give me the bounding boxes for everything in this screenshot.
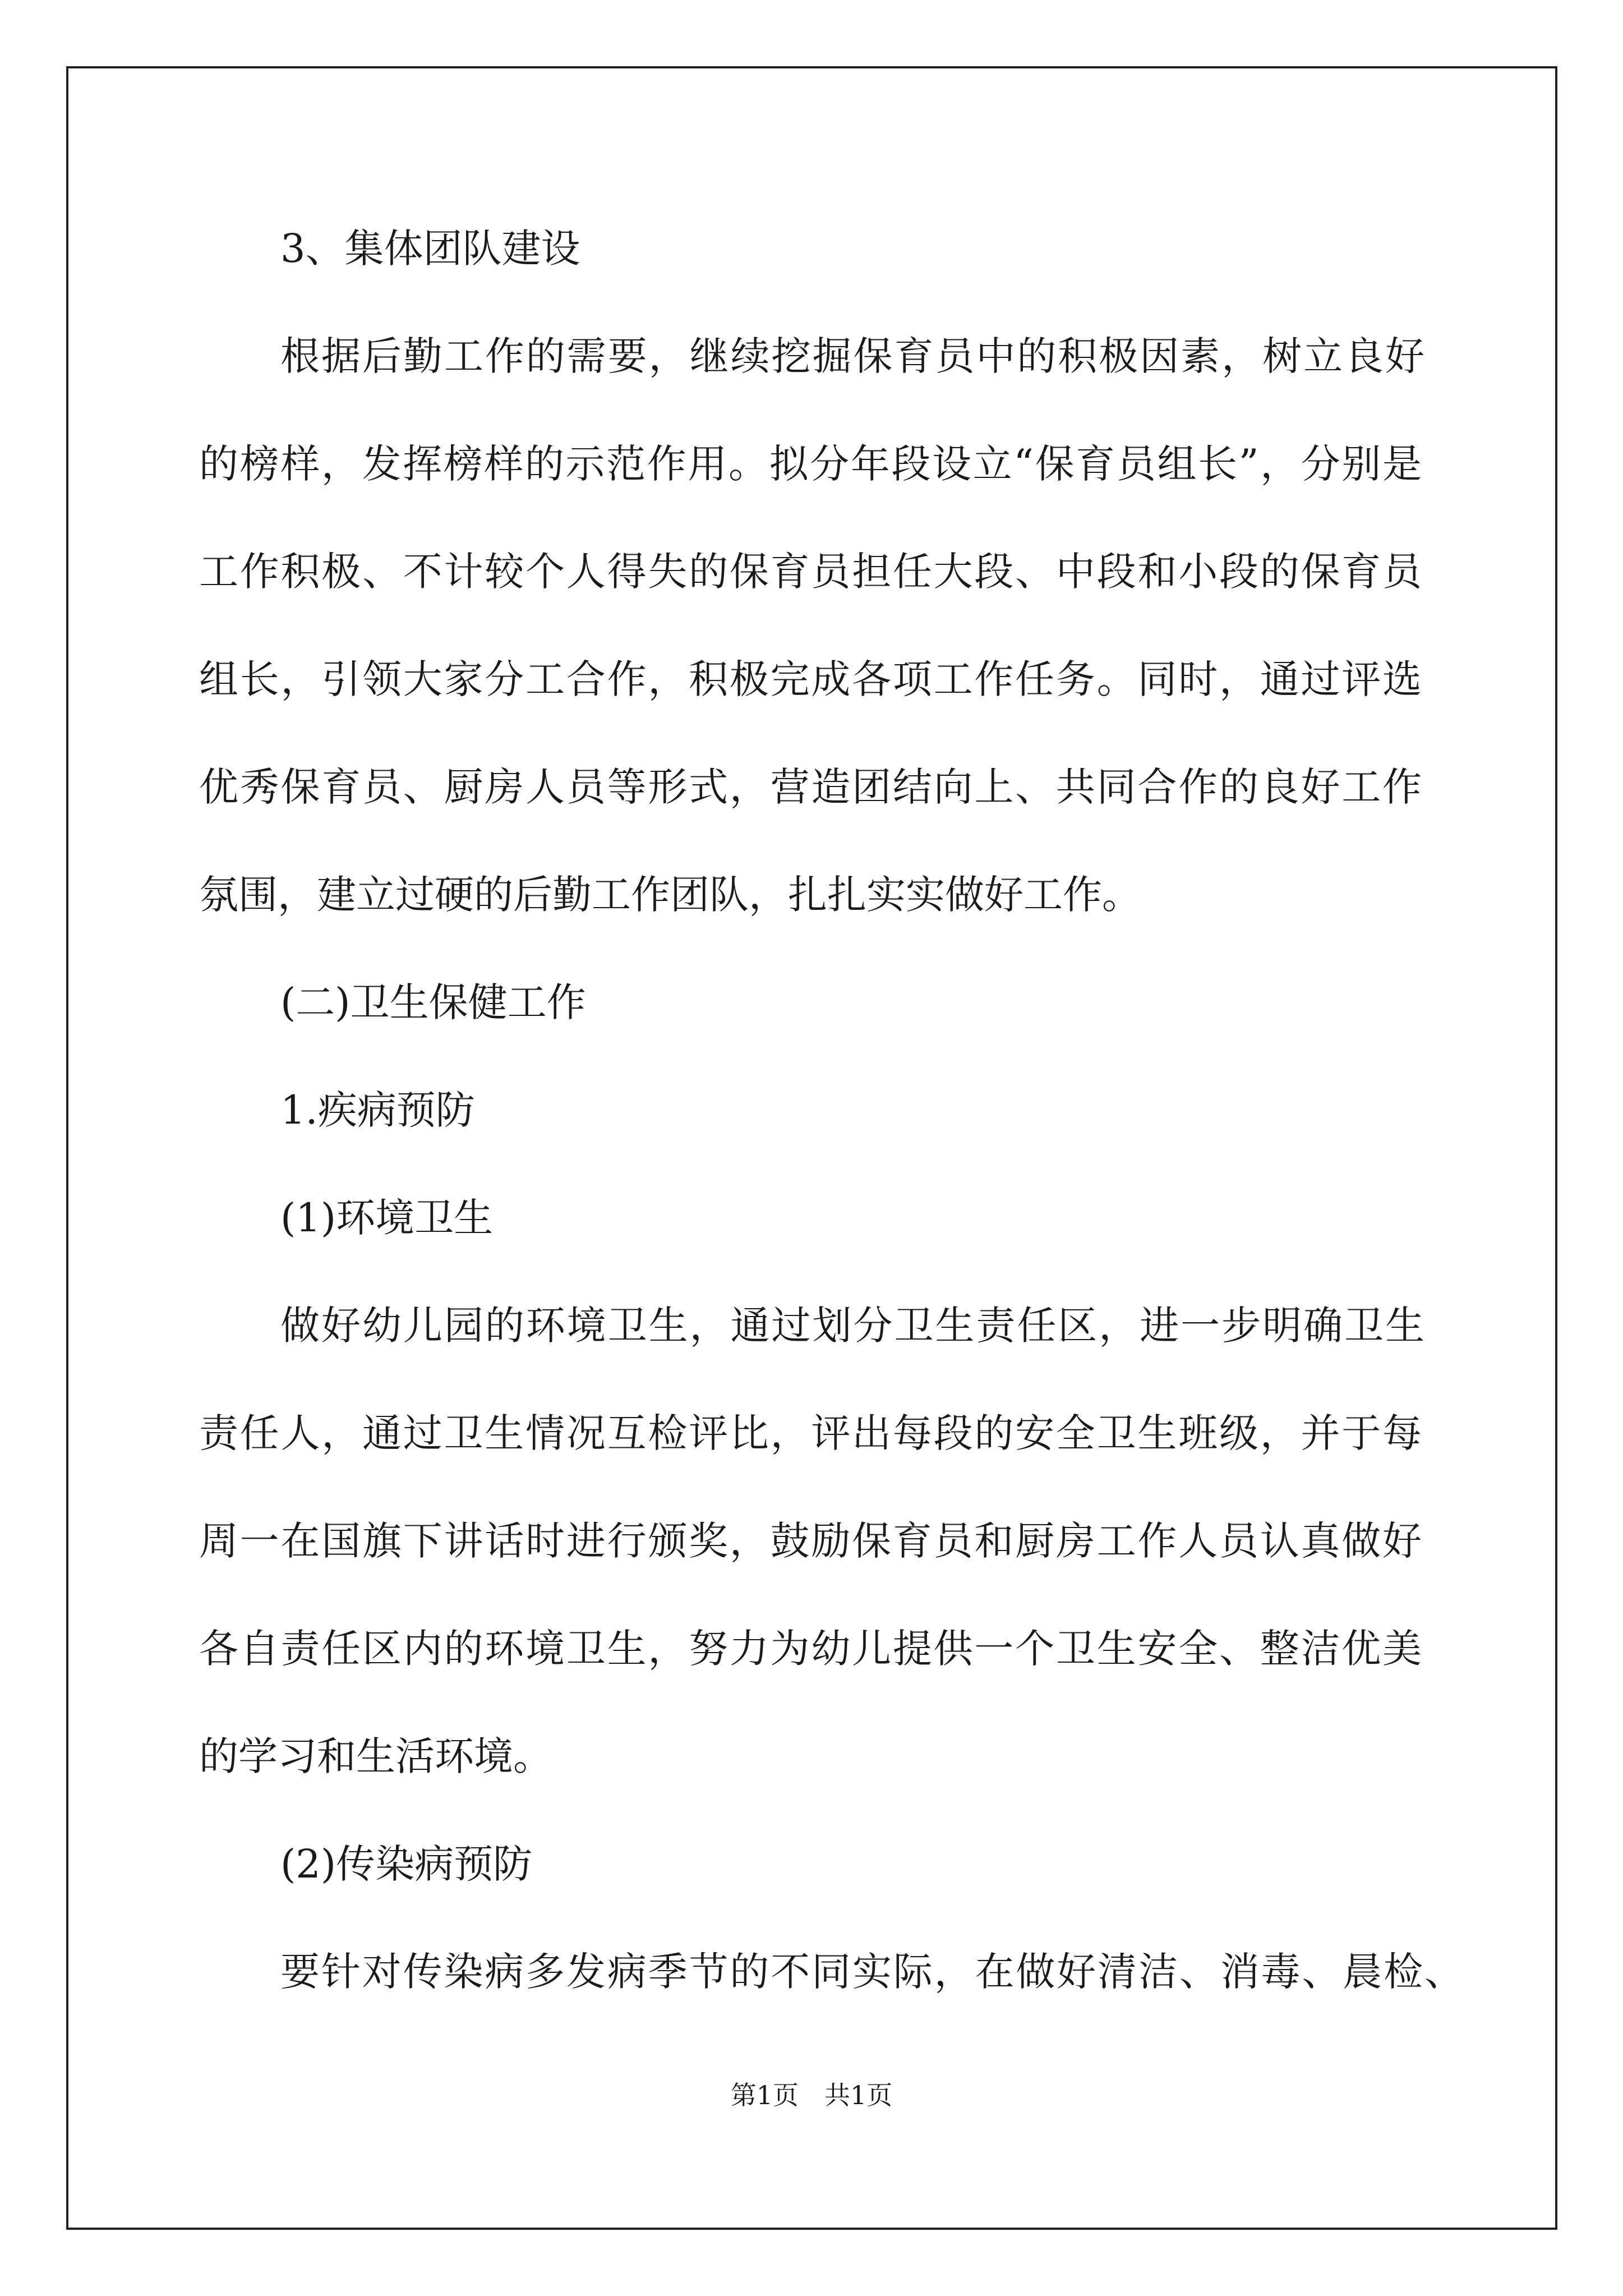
paragraph-line: 工作积极、不计较个人得失的保育员担任大段、中段和小段的保育员 bbox=[199, 549, 1422, 595]
paragraph-line: 各自责任区内的环境卫生，努力为幼儿提供一个卫生安全、整洁优美 bbox=[199, 1626, 1422, 1672]
section-heading: (2)传染病预防 bbox=[280, 1841, 533, 1887]
page-frame bbox=[66, 66, 1557, 2230]
paragraph-line: 优秀保育员、厨房人员等形式，营造团结向上、共同合作的良好工作 bbox=[199, 764, 1422, 810]
paragraph-line: 责任人，通过卫生情况互检评比，评出每段的安全卫生班级，并于每 bbox=[199, 1410, 1422, 1456]
paragraph-line: 做好幼儿园的环境卫生，通过划分卫生责任区，进一步明确卫生 bbox=[280, 1303, 1424, 1349]
section-heading: (二)卫生保健工作 bbox=[280, 979, 586, 1025]
paragraph-line: 周一在国旗下讲话时进行颁奖，鼓励保育员和厨房工作人员认真做好 bbox=[199, 1518, 1422, 1564]
paragraph-line: 要针对传染病多发病季节的不同实际，在做好清洁、消毒、晨检、 bbox=[280, 1949, 1464, 1995]
paragraph-line: 根据后勤工作的需要，继续挖掘保育员中的积极因素，树立良好 bbox=[280, 333, 1424, 379]
paragraph-line: 氛围，建立过硬的后勤工作团队，扎扎实实做好工作。 bbox=[199, 872, 1141, 918]
paragraph-line: 组长，引领大家分工合作，积极完成各项工作任务。同时，通过评选 bbox=[199, 656, 1422, 702]
section-heading: (1)环境卫生 bbox=[280, 1195, 494, 1241]
section-heading: 1.疾病预防 bbox=[280, 1087, 475, 1133]
page-number: 第1页 共1页 bbox=[730, 2080, 893, 2110]
section-heading: 3、集体团队建设 bbox=[280, 226, 580, 272]
paragraph-line: 的榜样，发挥榜样的示范作用。拟分年段设立“保育员组长”，分别是 bbox=[199, 441, 1422, 487]
paragraph-line: 的学习和生活环境。 bbox=[199, 1733, 552, 1779]
